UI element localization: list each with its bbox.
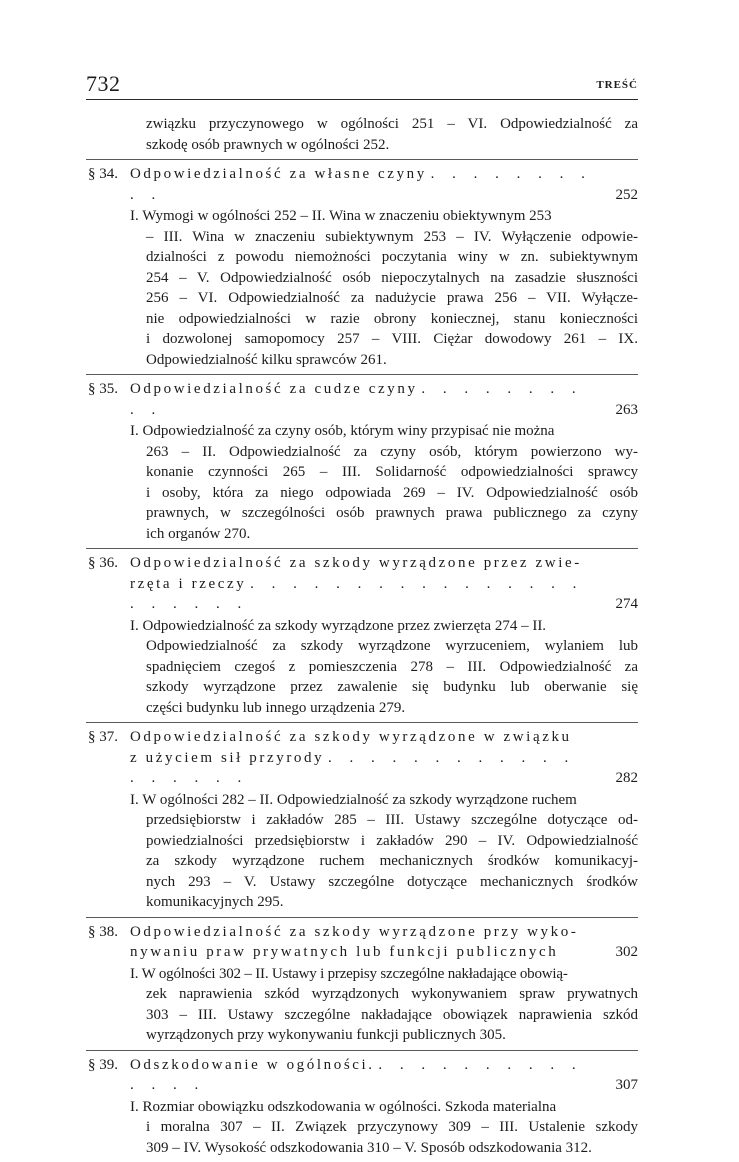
continued-summary: [86, 114, 638, 160]
summary-line: ich organów 270.: [146, 524, 638, 545]
summary-line: I. W ogólności 302 – II. Ustawy i przepisy szczególne nakładające obowią-: [130, 964, 638, 985]
summary-line: – III. Wina w znaczeniu subiektywnym 253 – IV. Wyłączenie odpowie-: [146, 227, 638, 248]
dot-leaders: . . . . . . . . . .: [130, 381, 583, 418]
summary-line: 303 – III. Ustawy szczególne nakładające obowiązek naprawienia szkód: [146, 1005, 638, 1026]
entry-summary: [86, 790, 638, 913]
entry-summary: [86, 421, 638, 544]
section-title-continued: nywaniu praw prywatnych lub funkcji publicznych: [130, 944, 558, 960]
summary-line: 256 – VI. Odpowiedzialność za nadużycie prawa 256 – VII. Wyłącze-: [146, 288, 638, 309]
toc-entry-36: [86, 553, 638, 723]
entry-heading: [86, 379, 638, 420]
section-number: § 36.: [88, 553, 118, 574]
summary-line: nie odpowiedzialności w razie obrony koniecznej, stanu konieczności: [146, 309, 638, 330]
summary-line: szkody wyrządzone przez zawalenie się budynku lub oberwanie się: [146, 677, 638, 698]
summary-line: związku przyczynowego w ogólności 251 – VI. Odpowiedzialność za: [146, 114, 638, 135]
dot-leaders: . . . . . . . . . . . . . .: [130, 1057, 583, 1094]
entry-heading: [86, 1055, 638, 1096]
entry-summary: [86, 964, 638, 1046]
entry-summary: [86, 1097, 638, 1159]
section-number: § 34.: [88, 164, 118, 185]
summary-line: spadnięciem czegoś z pomieszczenia 278 – III. Odpowiedzialność za: [146, 657, 638, 678]
page-reference: 263: [616, 400, 639, 421]
entry-heading: [86, 553, 638, 615]
page-number: 732: [86, 71, 121, 97]
summary-line: dzialności z powodu niemożności poczytania winy w zn. subiektywnym: [146, 247, 638, 268]
section-title: Odpowiedzialność za szkody wyrządzone w związku: [130, 727, 592, 748]
summary-line: wyrządzonych przy wykonywaniu funkcji publicznych 305.: [146, 1025, 638, 1046]
section-title: Odpowiedzialność za własne czyny: [130, 166, 427, 182]
section-title-continued: rzęta i rzeczy: [130, 576, 246, 592]
page-reference: 302: [616, 942, 639, 963]
dot-leaders: . . . . . . . . . . . . . . . . . .: [130, 750, 575, 787]
toc-entry-39: [86, 1055, 638, 1162]
section-title: Odpowiedzialność za szkody wyrządzone przy wyko-: [130, 922, 592, 943]
summary-line: części budynku lub innego urządzenia 279.: [146, 698, 638, 719]
summary-line: za szkody wyrządzone ruchem mechanicznych środków komunikacyj-: [146, 851, 638, 872]
section-number: § 37.: [88, 727, 118, 748]
page-reference: 282: [616, 768, 639, 789]
header-rule: [86, 99, 638, 100]
summary-line: Odpowiedzialność kilku sprawców 261.: [146, 350, 638, 371]
entry-summary: [86, 206, 638, 370]
page-reference: 274: [616, 594, 639, 615]
summary-line: komunikacyjnych 295.: [146, 892, 638, 913]
summary-line: i osoby, która za niego odpowiada 269 – IV. Odpowiedzialność osób: [146, 483, 638, 504]
summary-line: I. Rozmiar obowiązku odszkodowania w ogólności. Szkoda materialna: [130, 1097, 638, 1118]
section-number: § 38.: [88, 922, 118, 943]
toc-entry-34: [86, 164, 638, 375]
summary-line: I. W ogólności 282 – II. Odpowiedzialność za szkody wyrządzone ruchem: [130, 790, 638, 811]
summary-line: szkodę osób prawnych w ogólności 252.: [146, 135, 638, 156]
section-title-continued: z użyciem sił przyrody: [130, 750, 324, 766]
summary-line: 254 – V. Odpowiedzialność osób niepoczytalnych na zasadzie słuszności: [146, 268, 638, 289]
summary-line: nych 293 – V. Ustawy szczególne dotyczące mechanicznych środków: [146, 872, 638, 893]
summary-line: konanie czynności 265 – III. Solidarność odpowiedzialności sprawcy: [146, 462, 638, 483]
toc-entry-35: [86, 379, 638, 549]
entry-heading: [86, 922, 638, 963]
running-head: TREŚĆ: [596, 79, 638, 91]
page-reference: 252: [616, 185, 639, 206]
summary-line: 309 – IV. Wysokość odszkodowania 310 – V. Sposób odszkodowania 312.: [146, 1138, 638, 1159]
section-title: Odpowiedzialność za szkody wyrządzone przez zwie-: [130, 553, 592, 574]
table-of-contents: [86, 110, 638, 1162]
summary-line: i moralna 307 – II. Związek przyczynowy 309 – III. Ustalenie szkody: [146, 1117, 638, 1138]
page-reference: 307: [616, 1075, 639, 1096]
dot-leaders: . . . . . . . . . . . . . . . . . . . . . .: [130, 576, 583, 613]
section-title: Odszkodowanie w ogólności.: [130, 1057, 375, 1073]
section-number: § 35.: [88, 379, 118, 400]
entry-heading: [86, 727, 638, 789]
dot-leaders: . . . . . . . . . .: [130, 166, 592, 203]
toc-entry-37: [86, 727, 638, 918]
summary-line: I. Odpowiedzialność za czyny osób, którym winy przypisać nie można: [130, 421, 638, 442]
toc-entry-38: [86, 922, 638, 1051]
entry-heading: [86, 164, 638, 205]
entry-summary: [86, 616, 638, 719]
section-number: § 39.: [88, 1055, 118, 1076]
summary-line: I. Odpowiedzialność za szkody wyrządzone przez zwierzęta 274 – II.: [130, 616, 638, 637]
summary-line: przedsiębiorstw i zakładów 285 – III. Ustawy szczególne dotyczące od-: [146, 810, 638, 831]
summary-line: powiedzialności przedsiębiorstw i zakładów 290 – IV. Odpowiedzialność: [146, 831, 638, 852]
summary-line: 263 – II. Odpowiedzialność za czyny osób, którym powierzono wy-: [146, 442, 638, 463]
summary-line: zek naprawienia szkód wyrządzonych wykonywaniem spraw prywatnych: [146, 984, 638, 1005]
summary-line: Odpowiedzialność za szkody wyrządzone wyrzuceniem, wylaniem lub: [146, 636, 638, 657]
summary-line: i dozwolonej samopomocy 257 – VIII. Ciężar dowodowy 261 – IX.: [146, 329, 638, 350]
summary-line: prawnych, w szczególności osób prawnych prawa publicznego za czyny: [146, 503, 638, 524]
section-title: Odpowiedzialność za cudze czyny: [130, 381, 418, 397]
summary-line: I. Wymogi w ogólności 252 – II. Wina w znaczeniu obiektywnym 253: [130, 206, 638, 227]
